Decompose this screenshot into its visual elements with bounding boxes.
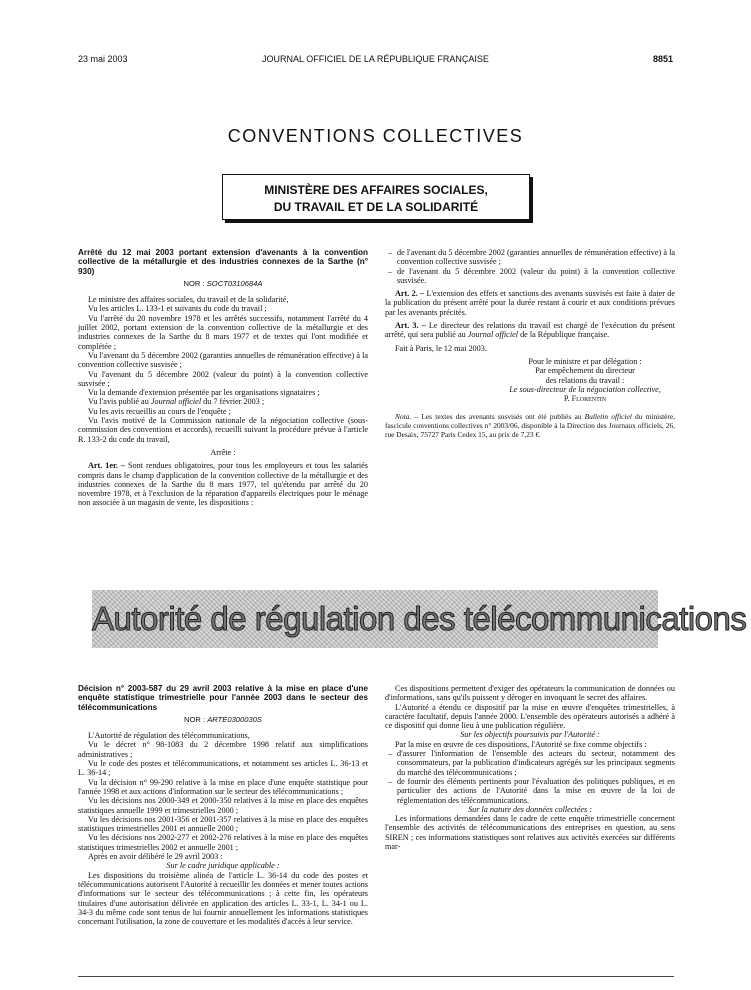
signature-line: Par empêchement du directeur bbox=[535, 366, 635, 376]
article-text: L'extension des effets et sanctions des avenants susvisés est faite à dater de la publication du présent arrêté pour la durée restant à courir et aux conditions prévues par les avenants précités. bbox=[385, 289, 675, 317]
arrete-para: Vu l'avenant du 5 décembre 2002 (garanties annuelles de rémunération effective) à la convention collective susvisée ; bbox=[78, 350, 368, 370]
provisions-list bbox=[385, 248, 675, 285]
decision-para: Vu la décision n° 99-290 relative à la mise en place d'une enquête statistique pour l'année 1998 et aux actions d'information sur le secteur des télécommunications ; bbox=[78, 777, 368, 796]
ministry-line-1: MINISTÈRE DES AFFAIRES SOCIALES, bbox=[264, 183, 488, 197]
nor-label: NOR : bbox=[184, 714, 208, 724]
page-number: 8851 bbox=[652, 54, 673, 64]
arrete-para: Vu les articles L. 133-1 et suivants du code du travail ; bbox=[88, 304, 267, 314]
arrete-para: Vu l'avis motivé de la Commission nationale de la négociation collective (sous-commission des conventions et accords), recueilli suivant la procédure prévue à l'article R. 133-2 du code du travail, bbox=[78, 416, 368, 444]
arrete-word: Arrête : bbox=[210, 447, 236, 457]
arrete-left-column bbox=[78, 248, 368, 508]
arrete-para: Vu l'arrêté du 20 novembre 1978 et les arrêtés successifs, notamment l'arrêté du 4 juillet 2002, portant extension de la convention collective de la métallurgie et des industries connexes de la Sarthe du 8 mars 1977 et de textes qui l'ont modifiée et complétée ; bbox=[78, 313, 368, 351]
signed-at: Fait à Paris, le 12 mai 2003. bbox=[395, 343, 487, 353]
decision-right-column bbox=[385, 684, 675, 851]
article-2 bbox=[385, 289, 675, 317]
note bbox=[385, 413, 675, 439]
subheading: Sur le cadre juridique applicable : bbox=[166, 861, 280, 871]
nor-code: ARTE0300030S bbox=[207, 714, 262, 724]
signature-line: des relations du travail : bbox=[545, 375, 625, 385]
signature-line: Pour le ministre et par délégation : bbox=[528, 356, 642, 366]
article-text: Le directeur des relations du travail est chargé de l'exécution du présent arrêté, qui sera publié au bbox=[385, 321, 675, 340]
subheading: Sur la nature des données collectées : bbox=[468, 804, 592, 814]
note-text: du ministère, fascicule conventions collectives n° 2003/06, disponible à la Direction des Journaux officiels, 26, rue Desaix, 75727 Paris Cedex 15, au prix de 7,23 €. bbox=[385, 412, 676, 439]
decision-para: L'Autorité a étendu ce dispositif par la mise en œuvre d'enquêtes trimestrielles, à caractère facultatif, depuis l'année 2000. L'ensemble des opérateurs autorisés a adhéré à ce dispositif qui donne lieu à une publication régulière. bbox=[385, 702, 675, 731]
article-1 bbox=[78, 461, 368, 507]
arrete-nor bbox=[78, 279, 368, 288]
decision-para: Par la mise en œuvre de ces dispositions, l'Autorité se fixe comme objectifs : bbox=[395, 739, 647, 749]
decision-para: Vu les décisions nos 2002-277 et 2002-276 relatives à la mise en place des enquêtes statistiques trimestrielles 2002 et annuelle 2001 ; bbox=[78, 833, 368, 852]
article-label: Art. 3. – bbox=[395, 321, 426, 331]
section-title: CONVENTIONS COLLECTIVES bbox=[227, 126, 524, 146]
decision-left-column bbox=[78, 684, 368, 926]
article-text: de la République française. bbox=[518, 330, 610, 340]
decision-para: Vu les décisions nos 2000-349 et 2000-350 relatives à la mise en place des enquêtes statistiques annuelle 1999 et trimestrielles 2000 ; bbox=[78, 796, 368, 815]
authority-banner bbox=[92, 590, 747, 648]
list-item: – d'assurer l'information de l'ensemble des acteurs du secteur, notamment des consommateurs, par la publication d'indicateurs agrégés sur les principaux segments du marché des télécommunications ; bbox=[397, 749, 675, 777]
nor-label: NOR : bbox=[183, 278, 207, 288]
decision-para: Vu les décisions nos 2001-356 et 2001-357 relatives à la mise en place des enquêtes statistiques trimestrielles 2001 et annuelle 2000 ; bbox=[78, 814, 368, 834]
journal-ref: Journal officiel bbox=[467, 330, 519, 340]
decision-para: Ces dispositions permettent d'exiger des opérateurs la communication de données ou d'informations, sans qu'ils puissent y déroger en invoquant le secret des affaires. bbox=[385, 684, 675, 703]
note-label: Nota. – bbox=[395, 412, 419, 422]
nor-code: SOCT0310684A bbox=[206, 278, 263, 288]
decision-para: Les dispositions du troisième alinéa de l'article L. 36-14 du code des postes et télécommunications autorisent l'Autorité à recueillir les données et mener toutes actions d'informations sur le secteur des télécommunications ; à cette fin, les opérateurs titulaires d'une autorisation délivrée en application des articles L. 33-1, L. 34-1 ou L. 34-3 du même code sont tenus de lui fournir annuellement les informations statistiques concernant l'utilisation, la zone de couverture et les modalités d'accès à leur service. bbox=[78, 870, 368, 927]
arrete-para bbox=[78, 397, 368, 406]
note-text: Les textes des avenants susvisés ont été publiés au bbox=[418, 412, 585, 422]
ministry-box bbox=[222, 174, 530, 220]
article-label: Art. 1er. – bbox=[88, 461, 126, 471]
signature-block bbox=[385, 357, 675, 403]
ministry-line-2: DU TRAVAIL ET DE LA SOLIDARITÉ bbox=[273, 200, 479, 214]
issue-date: 23 mai 2003 bbox=[78, 54, 128, 64]
journal-title: JOURNAL OFFICIEL DE LA RÉPUBLIQUE FRANÇAISE bbox=[262, 54, 489, 64]
list-item: – de fournir des éléments pertinents pour l'évaluation des politiques publiques, et en particulier des actions de l'Autorité dans la mise en œuvre de la loi de réglementation des télécommunications. bbox=[397, 777, 675, 805]
signature-line: Le sous-directeur de la négociation collective, bbox=[509, 384, 661, 394]
bulletin-ref: Bulletin officiel bbox=[584, 412, 632, 422]
arrete-para: Vu l'avenant du 5 décembre 2002 (valeur du point) à la convention collective susvisée ; bbox=[78, 369, 368, 388]
journal-ref: Journal officiel bbox=[150, 397, 202, 407]
arrete-para: Vu la demande d'extension présentée par les organisations signataires ; bbox=[88, 388, 320, 398]
article-3 bbox=[385, 321, 675, 340]
list-item: – de l'avenant du 5 décembre 2002 (valeur du point) à la convention collective susvisée. bbox=[397, 267, 675, 286]
signatory-name: P. Florentin bbox=[563, 394, 607, 404]
decision-nor bbox=[78, 715, 368, 724]
text-span: du 7 février 2003 ; bbox=[201, 397, 265, 407]
arrete-title: Arrêté du 12 mai 2003 portant extension d'avenants à la convention collective de la métallurgie et des industries connexes de la Sarthe (n° 930) bbox=[78, 248, 368, 276]
bottom-rule bbox=[78, 976, 674, 977]
arrete-para: Vu les avis recueillis au cours de l'enquête ; bbox=[88, 406, 231, 416]
decision-title: Décision n° 2003-587 du 29 avril 2003 relative à la mise en place d'une enquête statistique trimestrielle pour l'année 2003 dans le secteur des télécommunications bbox=[78, 684, 368, 712]
list-item: – de l'avenant du 5 décembre 2002 (garanties annuelles de rémunération effective) à la convention collective susvisée ; bbox=[397, 248, 675, 267]
decision-para: Après en avoir délibéré le 29 avril 2003 : bbox=[88, 852, 223, 862]
subheading: Sur les objectifs poursuivis par l'Autorité : bbox=[460, 730, 600, 740]
decision-para: L'Autorité de régulation des télécommunications, bbox=[88, 731, 250, 741]
banner-title: Autorité de régulation des télécommunications bbox=[92, 600, 747, 637]
arrete-para: Le ministre des affaires sociales, du travail et de la solidarité, bbox=[88, 295, 289, 305]
arrete-right-column bbox=[385, 248, 675, 439]
decision-para: Les informations demandées dans le cadre de cette enquête trimestrielle concernent l'ensemble des activités de télécommunications des entreprises en question, au sens SIREN ; ces informations statistiques sont relatives aux activités exercées sur différents mar- bbox=[385, 814, 675, 852]
decision-para: Vu le décret n° 98-1083 du 2 décembre 1998 relatif aux simplifications administratives ; bbox=[78, 740, 368, 759]
article-label: Art. 2. – bbox=[395, 289, 425, 299]
text-span: Vu l'avis publié au bbox=[88, 397, 151, 407]
decision-para: Vu le code des postes et télécommunications, et notamment ses articles L. 36-13 et L. 36-14 ; bbox=[78, 759, 368, 778]
article-text: Sont rendues obligatoires, pour tous les employeurs et tous les salariés compris dans le champ d'application de la convention collective de la métallurgie et des industries connexes de la Sarthe du 8 mars 1977, tel qu'étendu par arrêté du 20 novembre 1978, et à l'exclusion de la réparation d'appareils électriques pour le ménage non associée à un magasin de vente, les dispositions : bbox=[78, 461, 368, 508]
objectives-list bbox=[385, 749, 675, 805]
